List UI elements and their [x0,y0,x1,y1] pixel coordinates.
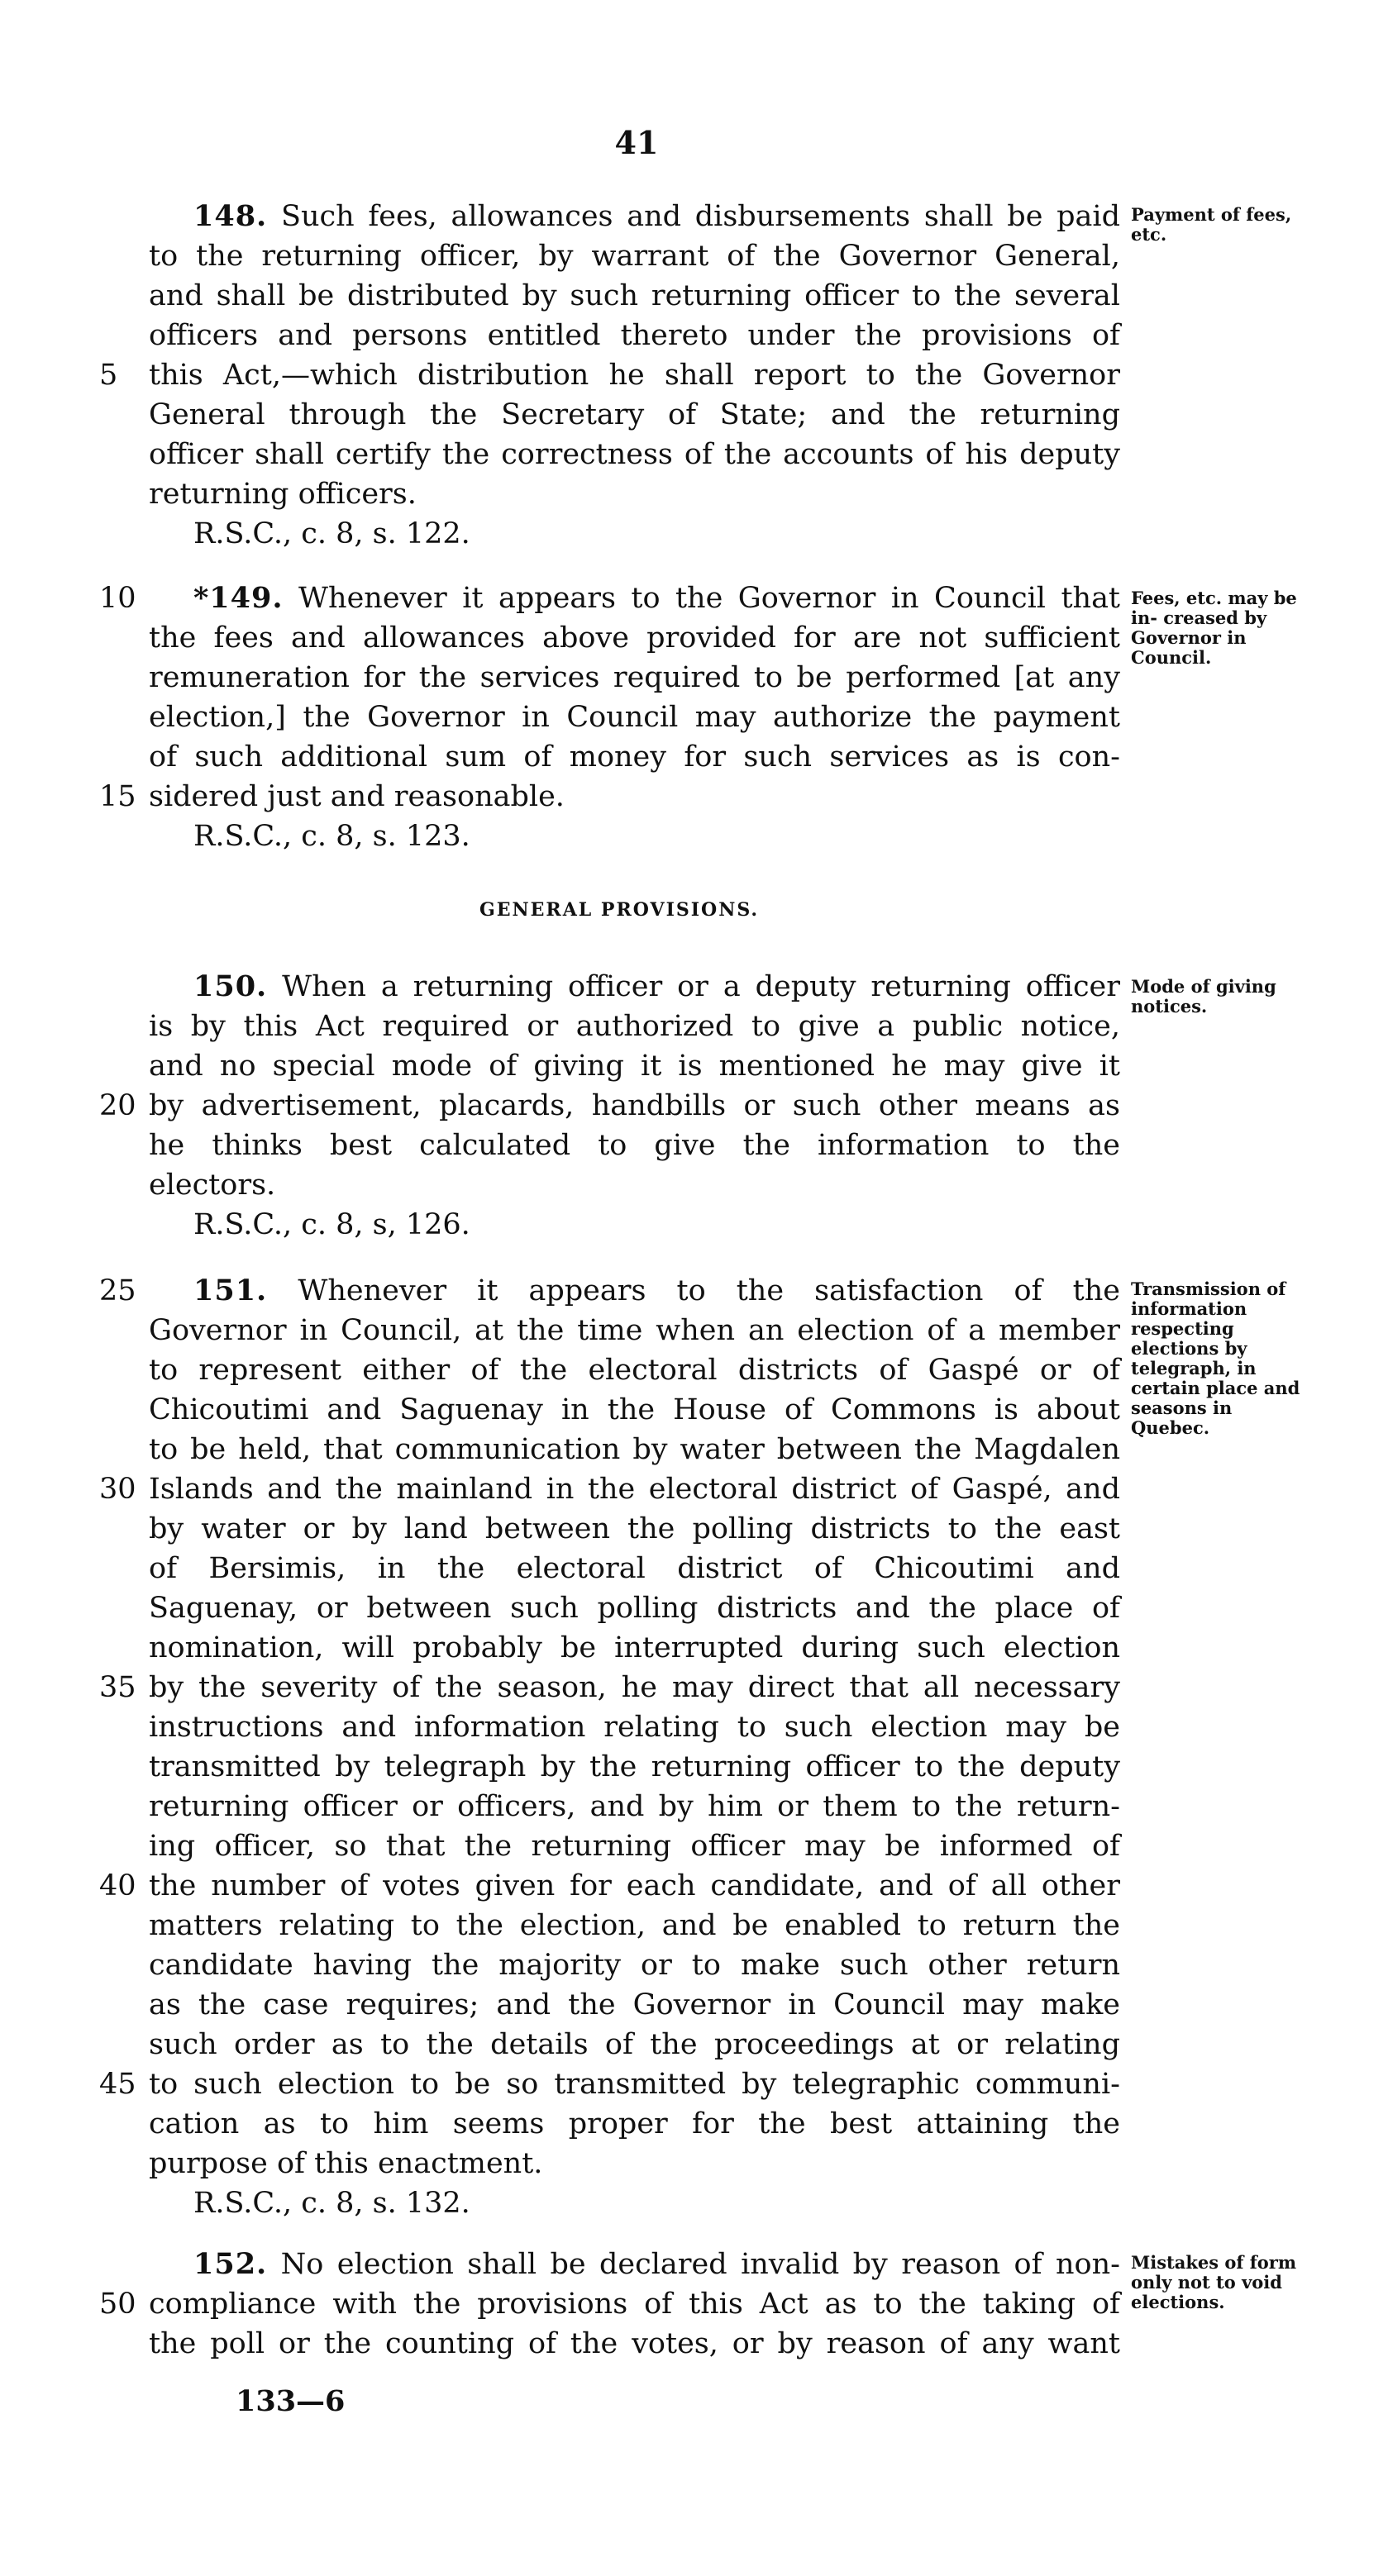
line-number: 5 [99,359,118,392]
section-151-line-10: nomination, will probably be interrupted during such election [149,1631,1120,1664]
line-number: 50 [99,2288,136,2321]
section-151-line-5: to be held, that communication by water between the Magdalen [149,1433,1120,1466]
section-number: 151. [193,1274,268,1307]
section-148-citation: R.S.C., c. 8, s. 122. [193,517,470,550]
section-151-line-15: ing officer, so that the returning officer may be informed of [149,1830,1120,1863]
page-number: 41 [614,124,659,161]
line-number: 15 [99,780,136,813]
section-150-citation: R.S.C., c. 8, s, 126. [193,1208,470,1241]
section-149-line-5: of such additional sum of money for such services as is con- [149,740,1120,774]
section-151-line-20: such order as to the details of the proceedings at or relating [149,2028,1120,2061]
section-148-line-7: officer shall certify the correctness of the accounts of his deputy [149,438,1120,471]
section-151-line-4: Chicoutimi and Saguenay in the House of Commons is about [149,1393,1120,1426]
section-149-line-4: election,] the Governor in Council may authorize the payment [149,701,1120,734]
section-150-line-1: 150. When a returning officer or a deputy returning officer [193,969,1120,1003]
section-150-line-5: he thinks best calculated to give the information to the [149,1129,1120,1162]
section-151-line-16: the number of votes given for each candidate, and of all other [149,1869,1120,1902]
section-151-line-14: returning officer or officers, and by him or them to the return- [149,1790,1120,1823]
section-151-line-8: of Bersimis, in the electoral district of Chicoutimi and [149,1552,1120,1585]
line-number: 30 [99,1473,136,1506]
line-number: 20 [99,1089,136,1122]
section-151-line-23: purpose of this enactment. [149,2147,543,2180]
section-151-line-11: by the severity of the season, he may direct that all necessary [149,1671,1120,1704]
signature-mark: 133—6 [236,2384,346,2418]
side-note-152: Mistakes of form only not to void elections. [1131,2252,1297,2312]
section-149-line-2: the fees and allowances above provided for are not sufficient [149,621,1120,655]
section-151-line-6: Islands and the mainland in the electoral district of Gaspé, and [149,1473,1120,1506]
section-number: *149. [193,581,284,615]
section-149-line-3: remuneration for the services required to be performed [at any [149,661,1120,694]
section-148-line-6: General through the Secretary of State; and the returning [149,398,1120,431]
section-151-line-3: to represent either of the electoral districts of Gaspé or of [149,1354,1120,1387]
section-148-line-5: this Act,—which distribution he shall report to the Governor [149,359,1120,392]
section-151-line-17: matters relating to the election, and be enabled to return the [149,1909,1120,1942]
section-149-line-6: sidered just and reasonable. [149,780,565,813]
section-151-line-2: Governor in Council, at the time when an election of a member [149,1314,1120,1347]
section-149-line-1: *149. Whenever it appears to the Governor in Council that [193,581,1120,615]
section-151-line-12: instructions and information relating to such election may be [149,1711,1120,1744]
side-note-150: Mode of giving notices. [1131,976,1276,1017]
line-number: 35 [99,1671,136,1704]
section-number: 152. [193,2247,268,2281]
section-152-line-3: the poll or the counting of the votes, or by reason of any want [149,2327,1120,2360]
section-number: 148. [193,199,268,233]
section-150-line-6: electors. [149,1169,276,1202]
section-number: 150. [193,969,268,1003]
line-number: 45 [99,2068,136,2101]
section-151-line-19: as the case requires; and the Governor in Council may make [149,1988,1120,2021]
section-148-line-4: officers and persons entitled thereto under the provisions of [149,319,1120,352]
section-148-line-1: 148. Such fees, allowances and disbursements shall be paid [193,199,1120,233]
line-number: 10 [99,582,136,615]
section-148-line-3: and shall be distributed by such returning officer to the several [149,279,1120,312]
side-note-148: Payment of fees, etc. [1131,204,1292,245]
section-151-line-13: transmitted by telegraph by the returning officer to the deputy [149,1750,1120,1783]
section-heading: GENERAL PROVISIONS. [479,899,760,921]
line-number: 40 [99,1869,136,1902]
section-151-line-22: cation as to him seems proper for the best attaining the [149,2107,1120,2140]
section-151-line-18: candidate having the majority or to make such other return [149,1949,1120,1982]
section-151-line-21: to such election to be so transmitted by telegraphic communi- [149,2068,1120,2101]
section-151-line-9: Saguenay, or between such polling districts and the place of [149,1592,1120,1625]
section-151-line-7: by water or by land between the polling districts to the east [149,1512,1120,1545]
line-number: 25 [99,1274,136,1307]
section-149-citation: R.S.C., c. 8, s. 123. [193,820,470,853]
section-152-line-2: compliance with the provisions of this Act as to the taking of [149,2288,1120,2321]
section-152-line-1: 152. No election shall be declared invalid by reason of non- [193,2247,1120,2281]
section-150-line-2: is by this Act required or authorized to give a public notice, [149,1010,1120,1043]
section-148-line-8: returning officers. [149,478,417,511]
section-151-citation: R.S.C., c. 8, s. 132. [193,2187,470,2220]
side-note-149: Fees, etc. may be in- creased by Governor in Council. [1131,588,1297,668]
section-151-line-1: 151. Whenever it appears to the satisfaction of the [193,1274,1120,1307]
section-148-line-2: to the returning officer, by warrant of the Governor General, [149,240,1120,273]
side-note-151: Transmission of information respecting elections by telegraph, in certain place and seasons in Quebec. [1131,1278,1300,1438]
section-150-line-3: and no special mode of giving it is mentioned he may give it [149,1050,1120,1083]
section-150-line-4: by advertisement, placards, handbills or such other means as [149,1089,1120,1122]
